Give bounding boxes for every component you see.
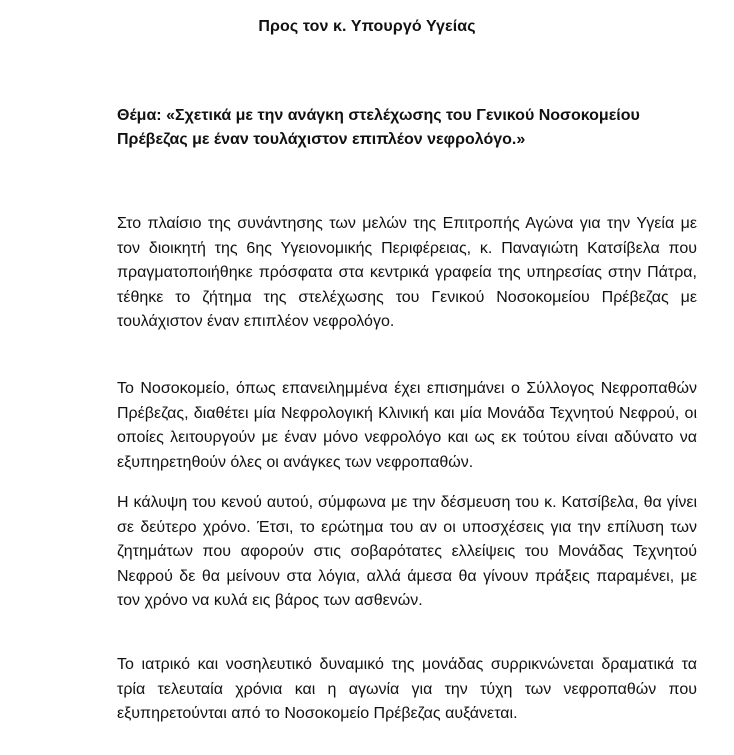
recipient-heading: Προς τον κ. Υπουργό Υγείας bbox=[258, 18, 476, 35]
paragraph-4: Το ιατρικό και νοσηλευτικό δυναμικό της μονάδας συρρικνώνεται δραματικά τα τρία τελευταία χρόνια και η αγωνία για την τύχη των νεφροπαθών που εξυπηρετούνται από το Νοσοκομείο Πρέβεζας αυξάνεται. bbox=[117, 656, 697, 722]
paragraph-1: Στο πλαίσιο της συνάντησης των μελών της Επιτροπής Αγώνα για την Υγεία με τον διοικητή της 6ης Υγειονομικής Περιφέρειας, κ. Παναγιώτη Κατσίβελα που πραγματοποιήθηκε πρόσφατα στα κεντρικά γραφεία της υπηρεσίας στην Πάτρα, τέθηκε το ζήτημα της στελέχωσης του Γενικού Νοσοκομείου Πρέβεζας με τουλάχιστον έναν επιπλέον νεφρολόγο. bbox=[117, 215, 697, 330]
subject-line: Θέμα: «Σχετικά με την ανάγκη στελέχωσης του Γενικού Νοσοκομείου Πρέβεζας με έναν τουλάχιστον επιπλέον νεφρολόγο.» bbox=[117, 107, 640, 148]
paragraph-2: Το Νοσοκομείο, όπως επανειλημμένα έχει επισημάνει ο Σύλλογος Νεφροπαθών Πρέβεζας, διαθέτει μία Νεφρολογική Κλινική και μία Μονάδα Τεχνητού Νεφρού, οι οποίες λειτουργούν με έναν μόνο νεφρολόγο και ως εκ τούτου είναι αδύνατο να εξυπηρετηθούν όλες οι ανάγκες των νεφροπαθών. bbox=[117, 380, 697, 471]
paragraph-3: Η κάλυψη του κενού αυτού, σύμφωνα με την δέσμευση του κ. Κατσίβελα, θα γίνει σε δεύτερο χρόνο. Έτσι, το ερώτημα του αν οι υποσχέσεις για την επίλυση των ζητημάτων που αφορούν στις σοβαρότατες ελλείψεις του Μονάδας Τεχνητού Νεφρού δε θα μείνουν στα λόγια, αλλά άμεσα θα γίνουν πράξεις παραμένει, με τον χρόνο να κυλά εις βάρος των ασθενών. bbox=[117, 494, 697, 609]
